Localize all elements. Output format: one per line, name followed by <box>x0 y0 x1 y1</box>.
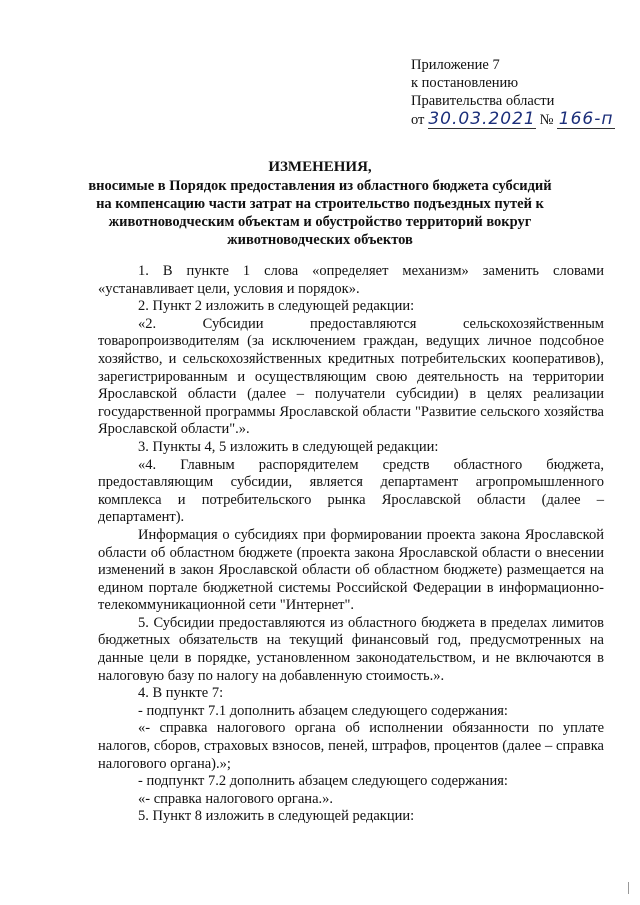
paragraph: 2. Пункт 2 изложить в следующей редакции: <box>138 298 415 315</box>
paragraph: Информация о субсидиях при формировании проекта закона Ярославской области об областном бюджете (проекта закона Ярославской области о внесении изменений в закон Ярославской области об областном бюджете) размещается на едином портале бюджетной системы Российской Федерации в информационно-телекоммуникационной сети "Интернет". <box>98 526 604 614</box>
paragraph: «- справка налогового органа.». <box>138 790 333 807</box>
handwritten-date: 30.03.2021 <box>428 109 536 129</box>
handwritten-number: 166-п <box>558 109 614 129</box>
paragraph: 5. Пункт 8 изложить в следующей редакции: <box>138 808 415 825</box>
appendix-line-1: Приложение 7 <box>411 57 500 73</box>
paragraph: - подпункт 7.2 дополнить абзацем следующего содержания: <box>138 773 508 790</box>
title-subtitle: вносимые в Порядок предоставления из областного бюджета субсидий на компенсацию части затрат на строительство подъездных путей к животноводческим объектам и обустройство территорий вокруг животноводческих объектов <box>88 178 552 248</box>
paragraph: - подпункт 7.1 дополнить абзацем следующего содержания: <box>138 702 508 719</box>
paragraph: 1. В пункте 1 слова «определяет механизм» заменить словами «устанавливает цели, условия и порядок». <box>98 263 604 297</box>
paragraph: «- справка налогового органа об исполнении обязанности по уплате налогов, сборов, страховых взносов, пеней, штрафов, процентов (далее – справка налогового органа).»; <box>98 720 604 772</box>
paragraph: 3. Пункты 4, 5 изложить в следующей редакции: <box>138 438 439 455</box>
scan-edge-mark <box>628 882 635 894</box>
paragraph: 4. В пункте 7: <box>138 685 224 702</box>
appendix-line-3: Правительства области <box>411 93 555 109</box>
title-main: ИЗМЕНЕНИЯ, <box>268 159 372 175</box>
appendix-date-line <box>411 110 615 129</box>
paragraph: «4. Главным распорядителем средств областного бюджета, предоставляющим субсидии, является департамент агропромышленного комплекса и потребительского рынка Ярославской области (далее – департамент). <box>98 456 604 526</box>
paragraph: «2. Субсидии предоставляются сельскохозяйственным товаропроизводителям (за исключением граждан, ведущих личное подсобное хозяйство, и сельскохозяйственных кредитных потребительских кооперативов), зарегистрированным и осуществляющим свою деятельность на территории Ярославской области (далее – получатели субсидии) в целях реализации государственной программы Ярославской области "Развитие сельского хозяйства Ярославской области".». <box>98 315 604 438</box>
document-body <box>98 263 604 826</box>
paragraph: 5. Субсидии предоставляются из областного бюджета в пределах лимитов бюджетных обязательств на текущий финансовый год, предусмотренных на данные цели в порядке, установленном законодательством, и не включаются в налоговую базу по налогу на добавленную стоимость.». <box>98 614 604 684</box>
appendix-line-2: к постановлению <box>411 75 519 91</box>
number-sign: № <box>539 112 554 128</box>
document-title <box>80 158 560 249</box>
from-label: от <box>411 112 425 128</box>
appendix-block <box>411 56 615 129</box>
